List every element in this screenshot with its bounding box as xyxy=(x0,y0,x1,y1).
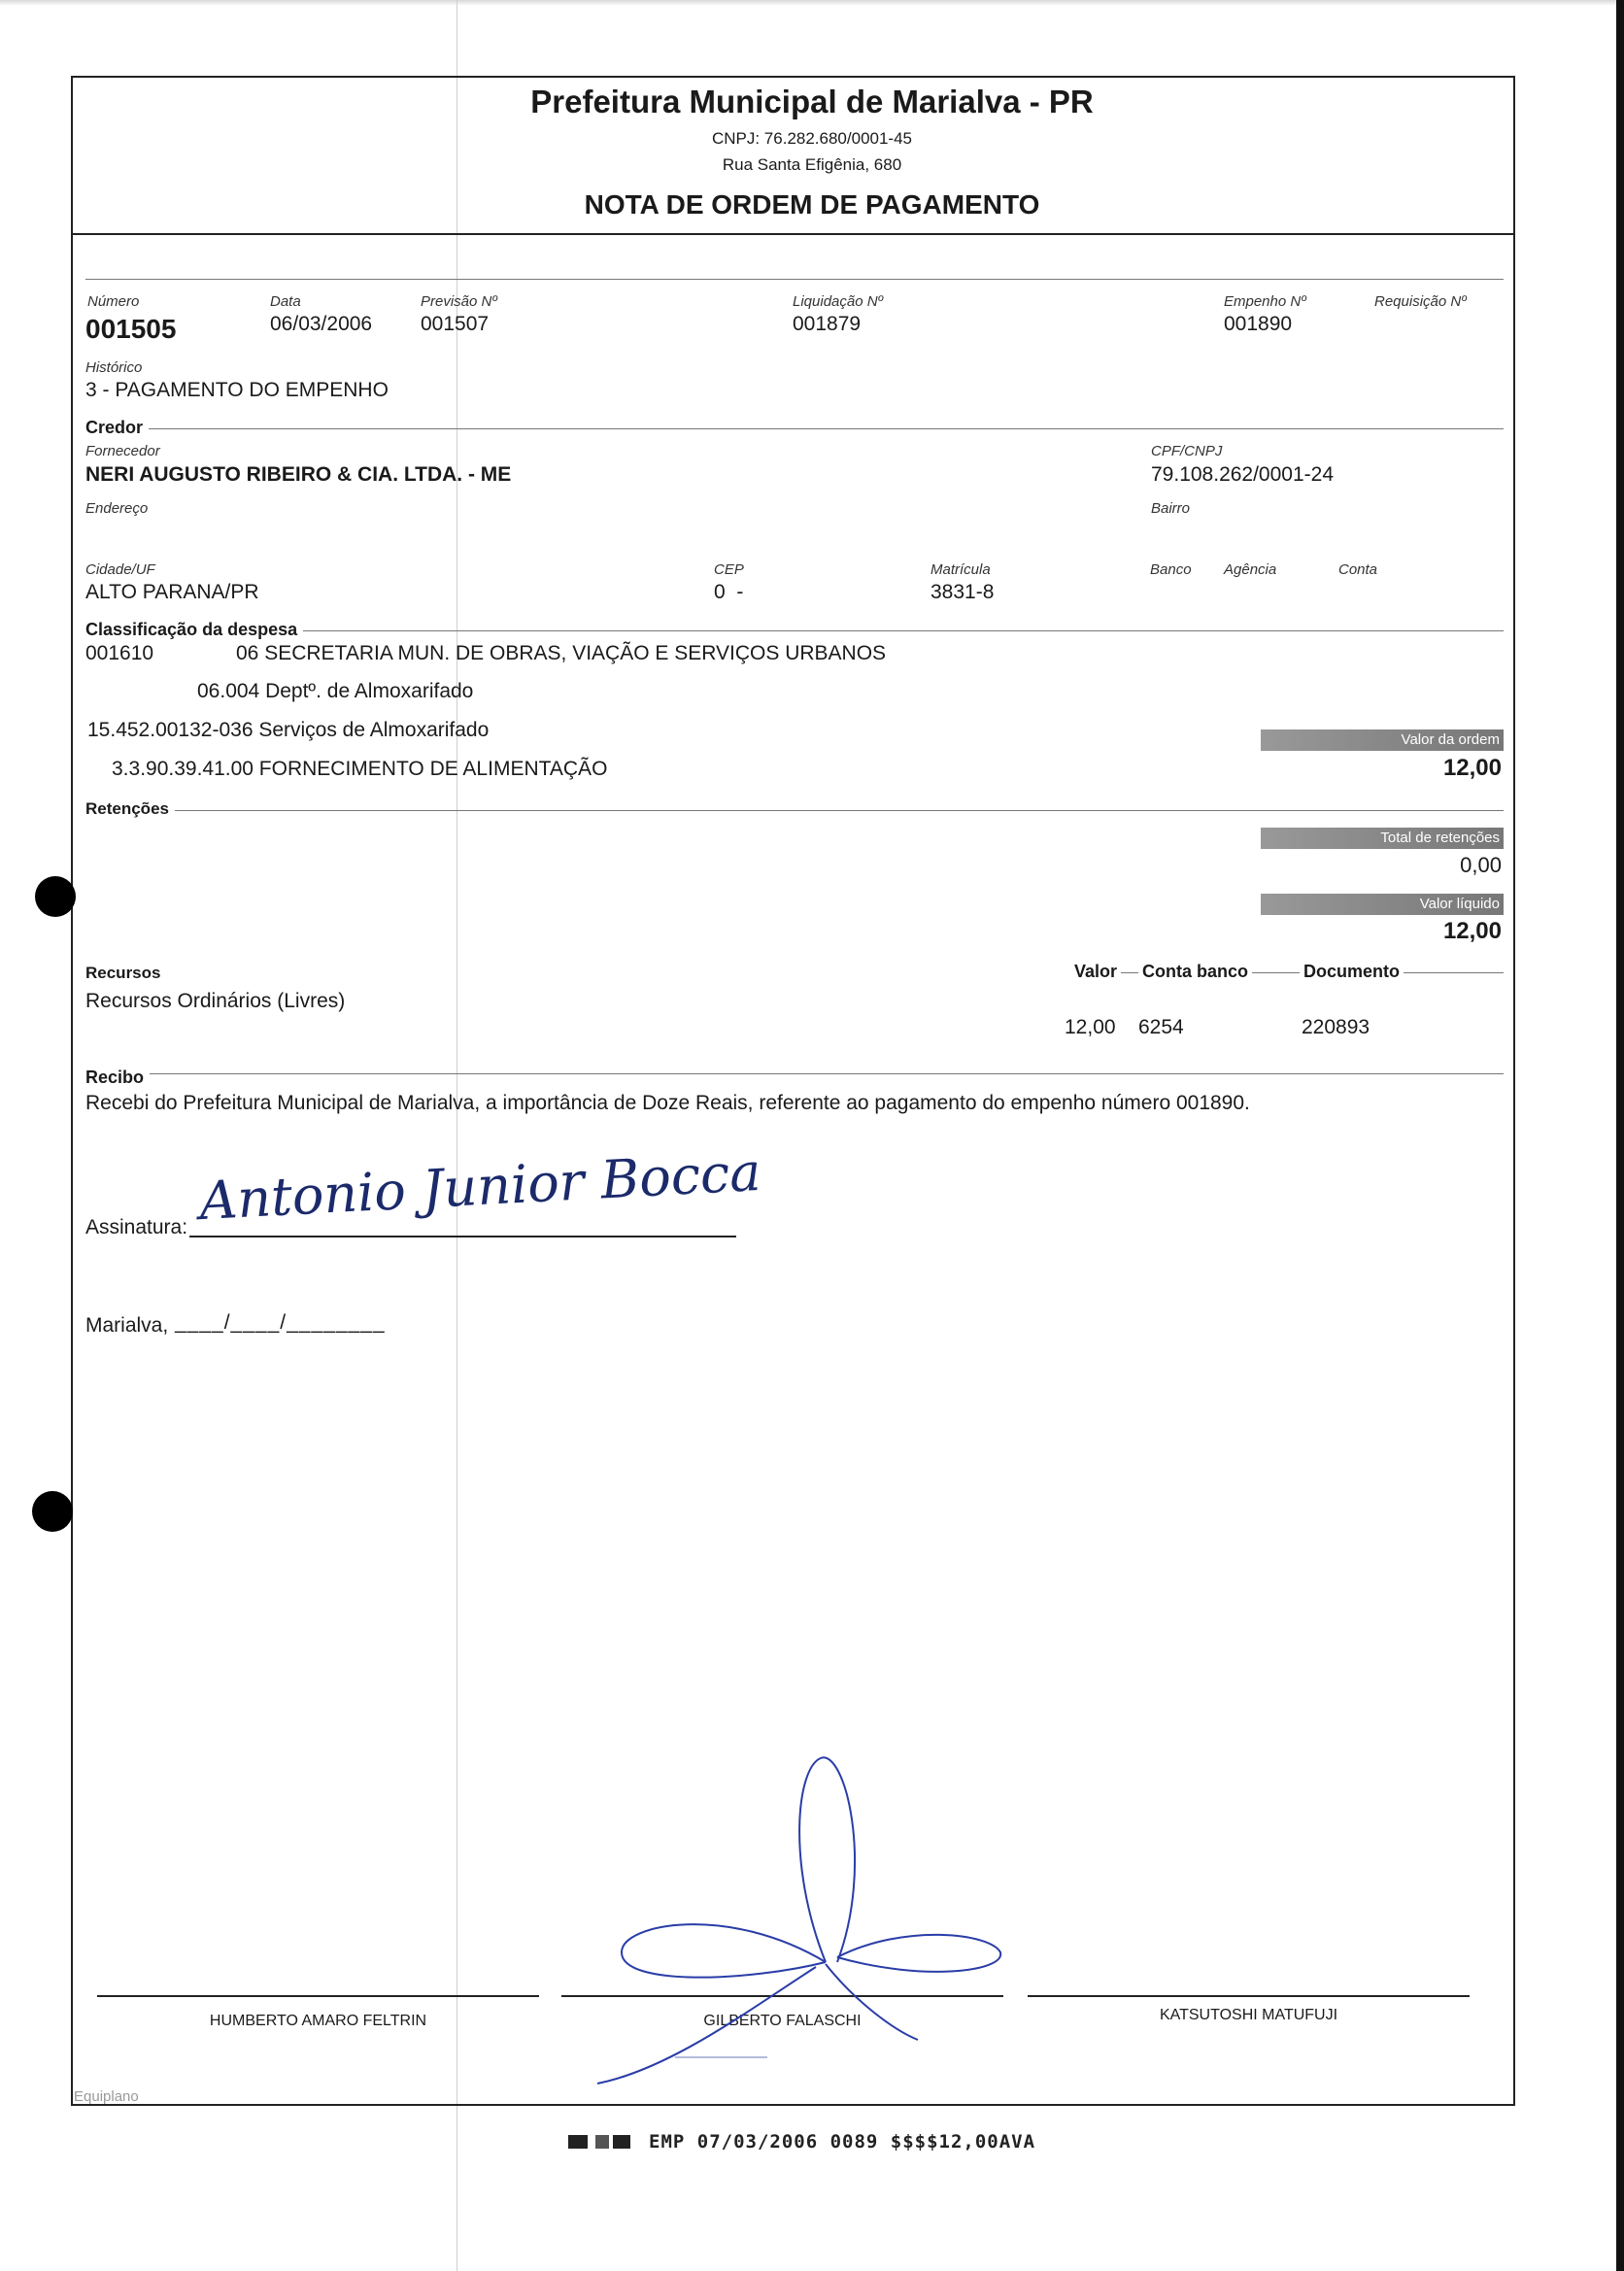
total-retencoes-label: Total de retenções xyxy=(1261,828,1504,849)
liquidacao-label: Liquidação Nº xyxy=(793,293,884,310)
signature-line xyxy=(97,1995,539,1997)
historico-label: Histórico xyxy=(85,359,143,376)
recursos-valor-label: Valor xyxy=(1070,962,1121,982)
requisicao-label: Requisição Nº xyxy=(1374,293,1467,310)
retencoes-section-title: Retenções xyxy=(85,799,175,819)
page-title: Prefeitura Municipal de Marialva - PR xyxy=(530,84,1094,119)
recibo-section-title: Recibo xyxy=(85,1068,150,1088)
recursos-section-title: Recursos xyxy=(85,964,161,982)
ids-rule xyxy=(85,279,1504,280)
scan-top-edge xyxy=(0,0,1624,6)
data-value: 06/03/2006 xyxy=(270,313,373,335)
recipient-signature: Antonio Junior Bocca xyxy=(197,1140,762,1233)
signatory-name: HUMBERTO AMARO FELTRIN xyxy=(209,2013,427,2029)
banco-label: Banco xyxy=(1150,561,1192,578)
valor-ordem-label: Valor da ordem xyxy=(1261,729,1504,751)
conta-label: Conta xyxy=(1338,561,1378,578)
fornecedor-label: Fornecedor xyxy=(85,443,160,459)
agencia-label: Agência xyxy=(1224,561,1277,578)
header-separator xyxy=(73,233,1513,235)
matricula-label: Matrícula xyxy=(930,561,991,578)
fornecedor-value: NERI AUGUSTO RIBEIRO & CIA. LTDA. - ME xyxy=(85,463,512,486)
assinatura-label: Assinatura: xyxy=(85,1216,188,1238)
punch-hole xyxy=(32,1491,73,1532)
local-label: Marialva, xyxy=(85,1314,169,1337)
processing-stamp: EMP 07/03/2006 0089 $$$$12,00AVA xyxy=(649,2131,1036,2152)
liquidacao-value: 001879 xyxy=(793,313,862,335)
endereco-label: Endereço xyxy=(85,500,149,517)
cidade-label: Cidade/UF xyxy=(85,561,155,578)
recursos-valor: 12,00 xyxy=(1065,1016,1116,1038)
scan-right-edge xyxy=(1616,0,1624,2271)
approver-signature xyxy=(583,1748,1068,2098)
empenho-value: 001890 xyxy=(1224,313,1293,335)
total-retencoes-value: 0,00 xyxy=(1460,853,1502,877)
recursos-name: Recursos Ordinários (Livres) xyxy=(85,990,346,1012)
cpf-value: 79.108.262/0001-24 xyxy=(1151,463,1335,486)
credor-section-title: Credor xyxy=(85,418,149,438)
recursos-conta: 6254 xyxy=(1138,1016,1184,1038)
orgao-text: 06 SECRETARIA MUN. DE OBRAS, VIAÇÃO E SERVIÇOS URBANOS xyxy=(236,642,887,664)
funcional-text: 15.452.00132-036 Serviços de Almoxarifado xyxy=(87,719,490,741)
recursos-conta-label: Conta banco xyxy=(1138,962,1252,982)
document-title: NOTA DE ORDEM DE PAGAMENTO xyxy=(584,189,1040,220)
stamp-logo-icon xyxy=(595,2135,609,2149)
footer-brand: Equiplano xyxy=(74,2088,139,2105)
historico-value: 3 - PAGAMENTO DO EMPENHO xyxy=(85,379,389,401)
previsao-value: 001507 xyxy=(421,313,490,335)
valor-ordem-value: 12,00 xyxy=(1442,755,1502,781)
signature-line xyxy=(1028,1995,1470,1997)
signatory-name: GILBERTO FALASCHI xyxy=(703,2013,862,2029)
recibo-rule xyxy=(85,1073,1504,1074)
valor-liquido-value: 12,00 xyxy=(1442,918,1502,944)
classificacao-code: 001610 xyxy=(85,642,154,664)
stamp-logo-icon xyxy=(568,2135,588,2149)
assinatura-line xyxy=(189,1236,736,1237)
cpf-label: CPF/CNPJ xyxy=(1151,443,1223,459)
valor-liquido-label: Valor líquido xyxy=(1261,894,1504,915)
recursos-documento: 220893 xyxy=(1302,1016,1370,1038)
address-text: Rua Santa Efigênia, 680 xyxy=(722,155,902,174)
empenho-label: Empenho Nº xyxy=(1224,293,1306,310)
unidade-text: 06.004 Deptº. de Almoxarifado xyxy=(197,680,474,702)
signatory-name: KATSUTOSHI MATUFUJI xyxy=(1159,2007,1338,2023)
date-blank: ____/____/________ xyxy=(175,1311,386,1334)
cep-label: CEP xyxy=(714,561,744,578)
cnpj-text: CNPJ: 76.282.680/0001-45 xyxy=(711,129,913,148)
elemento-text: 3.3.90.39.41.00 FORNECIMENTO DE ALIMENTAÇÃO xyxy=(112,758,608,780)
punch-hole xyxy=(35,876,76,917)
recursos-documento-label: Documento xyxy=(1300,962,1404,982)
matricula-value: 3831-8 xyxy=(930,581,995,603)
cep-value: 0 - xyxy=(714,581,744,603)
numero-value: 001505 xyxy=(85,314,177,344)
credor-rule xyxy=(85,428,1504,429)
bairro-label: Bairro xyxy=(1151,500,1191,517)
previsao-label: Previsão Nº xyxy=(421,293,497,310)
retencoes-rule xyxy=(85,810,1504,811)
recibo-text: Recebi do Prefeitura Municipal de Marialva, a importância de Doze Reais, referente ao pagamento do empenho número 001890. xyxy=(85,1092,1250,1114)
data-label: Data xyxy=(270,293,301,310)
cidade-value: ALTO PARANA/PR xyxy=(85,581,259,603)
classificacao-section-title: Classificação da despesa xyxy=(85,620,303,640)
numero-label: Número xyxy=(87,293,140,310)
stamp-logo-icon xyxy=(613,2135,630,2149)
